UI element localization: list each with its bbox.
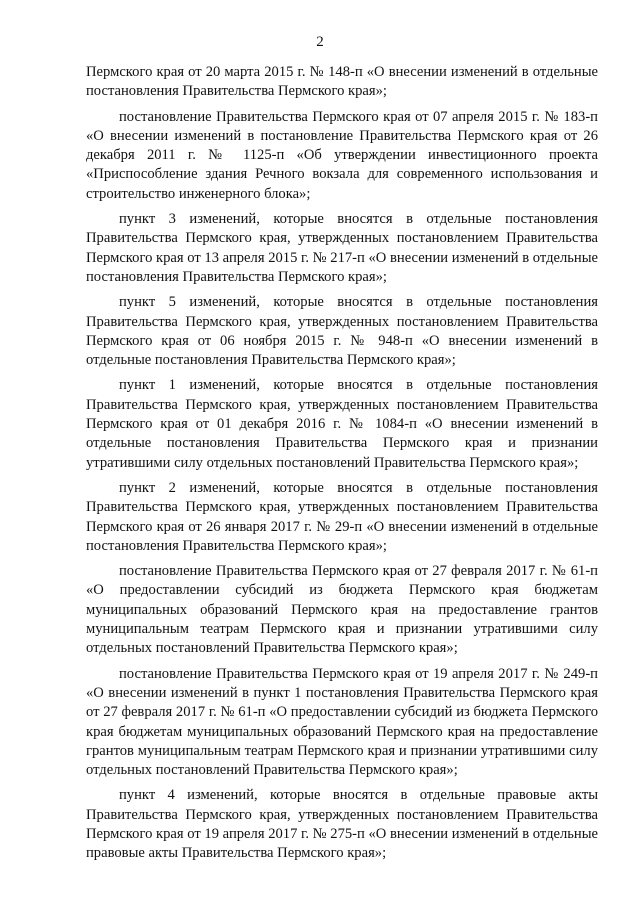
- document-body: [86, 63, 598, 870]
- paragraph-item-29p: пункт 2 изменений, которые вносятся в отдельные постановления Правительства Пермского края, утвержденных постановлением Правительства Пермского края от 26 января 2017 г. № 29-п «О внесении изменений в отдельные постановления Правительства Пермского края»;: [86, 479, 598, 554]
- paragraph-item-217p: пункт 3 изменений, которые вносятся в отдельные постановления Правительства Пермского края, утвержденных постановлением Правительства Пермского края от 13 апреля 2015 г. № 217-п «О внесении изменений в отдельные постановления Правительства Пермского края»;: [86, 211, 598, 285]
- paragraph-continuation: Пермского края от 20 марта 2015 г. № 148-п «О внесении изменений в отдельные постановления Правительства Пермского края»;: [86, 64, 598, 100]
- paragraph-item-948p: пункт 5 изменений, которые вносятся в отдельные постановления Правительства Пермского края, утвержденных постановлением Правительства Пермского края от 06 ноября 2015 г. № 948-п «О внесении изменений в отдельные постановления Правительства Пермского края»;: [86, 294, 598, 369]
- paragraph-item-275p: пункт 4 изменений, которые вносятся в отдельные правовые акты Правительства Пермского края, утвержденных постановлением Правительства Пермского края от 19 апреля 2017 г. № 275-п «О внесении изменений в отдельные правовые акты Правительства Пермского края»;: [86, 787, 598, 862]
- paragraph-resolution-61p: постановление Правительства Пермского края от 27 февраля 2017 г. № 61-п «О предоставлении субсидий из бюджета Пермского края бюджетам муниципальных образований Пермского края на предоставление грантов муниципальным театрам Пермского края и признании утратившими силу отдельных постановлений Правительства Пермского края»;: [86, 563, 598, 657]
- paragraph-item-1084p: пункт 1 изменений, которые вносятся в отдельные постановления Правительства Пермского края, утвержденных постановлением Правительства Пермского края от 01 декабря 2016 г. № 1084-п «О внесении изменений в отдельные постановления Правительства Пермского края и признании утратившими силу отдельных постановлений Правительства Пермского края»;: [86, 377, 598, 471]
- page-number: 2: [316, 34, 324, 50]
- paragraph-resolution-183p: постановление Правительства Пермского края от 07 апреля 2015 г. № 183-п «О внесении изменений в постановление Правительства Пермского края от 26 декабря 2011 г. № 1125-п «Об утверждении инвестиционного проекта «Приспособление здания Речного вокзала для современного использования и строительство инженерного блока»;: [86, 108, 598, 202]
- paragraph-resolution-249p: постановление Правительства Пермского края от 19 апреля 2017 г. № 249-п «О внесении изменений в пункт 1 постановления Правительства Пермского края от 27 февраля 2017 г. № 61-п «О предоставлении субсидий из бюджета Пермского края бюджетам муниципальных образований Пермского края на предоставление грантов муниципальным театрам Пермского края и признании утратившими силу отдельных постановлений Правительства Пермского края»;: [86, 665, 598, 779]
